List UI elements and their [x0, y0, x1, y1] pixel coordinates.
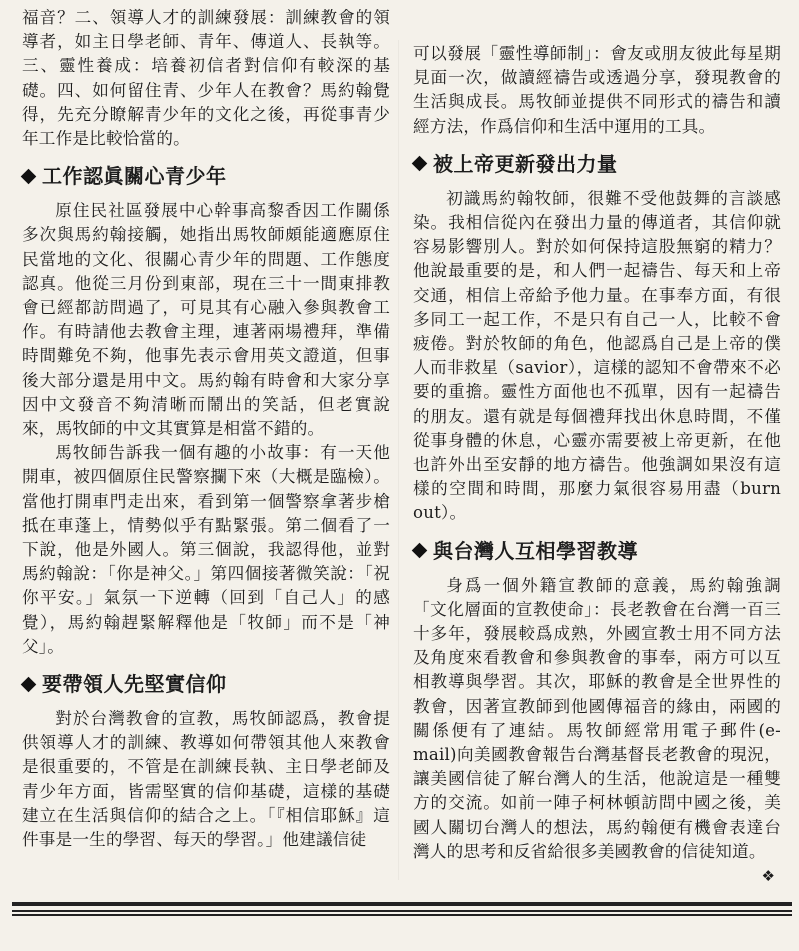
- diamond-bullet-icon: [21, 168, 37, 184]
- diamond-bullet-icon: [412, 156, 428, 172]
- section-paragraph-text: 身爲一個外籍宣教師的意義，馬約翰強調「文化層面的宣教使命」：長老教會在台灣一百三十多年，發展較爲成熟，外國宣教士用不同方法及角度來看教會和參與教會的事奉，兩方可以互相教導與學習。其次，耶穌的教會是全世界性的教會，因著宣教師到他國傳福音的緣由，兩國的關係便有了連結。馬牧師經常用電子郵件(e-mail)向美國教會報告台灣基督長老教會的現況，讓美國信徒了解台灣人的生活，他說這是一種雙方的交流。如前一陣子柯林頓訪問中國之後，美國人關切台灣人的想法，馬約翰便有機會表達台灣人的思考和反省給很多美國教會的信徒知道。: [413, 575, 781, 861]
- section-heading-text: 與台灣人互相學習教導: [433, 538, 638, 563]
- section-paragraph: [413, 574, 781, 886]
- section-heading-renew: [410, 151, 781, 177]
- section-heading-text: 被上帝更新發出力量: [433, 151, 618, 176]
- section-heading-text: 工作認眞關心青少年: [42, 164, 227, 189]
- right-column: [413, 42, 781, 888]
- column-gutter: [398, 40, 399, 880]
- section-paragraph: 馬牧師告訴我一個有趣的小故事：有一天他開車，被四個原住民警察攔下來（大概是臨檢）。當他打開車門走出來，看到第一個警察拿著步槍抵在車蓬上，情勢似乎有點緊張。第二個看了一下說，他是外國人。第三個說，我認得他，並對馬約翰說：「你是神父。」第四個接著微笑說：「祝你平安。」氣氛一下逆轉（回到「自己人」的感覺），馬約翰趕緊解釋他是「牧師」而不是「神父」。: [22, 443, 390, 656]
- section-paragraph: 初識馬約翰牧師，很難不受他鼓舞的言談感染。我相信從內在發出力量的傳道者，其信仰就容易影響別人。對於如何保持這股無窮的精力？他說最重要的是，和人們一起禱告、每天和上帝交通，相信上帝給予他力量。在事奉方面，有很多同工一起工作，不是只有自己一人，比較不會疲倦。對於牧師的角色，他認爲自己是上帝的僕人而非救星（savior），這樣的認知不會帶來不必要的重擔。靈性方面他也不孤單，因有一起禱告的朋友。還有就是每個禮拜找出休息時間，不僅從事身體的休息，心靈亦需要被上帝更新，在他也許外出至安靜的地方禱告。他強調如果沒有這樣的空間和時間，那麼力氣很容易用盡（burn out）。: [413, 188, 781, 523]
- footer-rule-thin: [12, 910, 792, 912]
- diamond-bullet-icon: [412, 543, 428, 559]
- left-column: [22, 6, 390, 852]
- section-heading-mutual: [410, 538, 781, 564]
- footer-rule-thin: [12, 914, 792, 916]
- right-intro-paragraph: 可以發展「靈性導師制」：會友或朋友彼此每星期見面一次，做讀經禱告或透過分享，發現教會的生活與成長。馬牧師並提供不同形式的禱告和讀經方法，作爲信仰和生活中運用的工具。: [413, 44, 781, 136]
- footer-rule-thick: [12, 902, 792, 906]
- section-paragraph: 原住民社區發展中心幹事高黎香因工作關係多次與馬約翰接觸，她指出馬牧師頗能適應原住民當地的文化、很關心青少年的問題、工作態度認真。他從三月份到東部，現在三十一間東排教會已經都訪問過了，可見其有心融入參與教會工作。有時請他去教會主理，連著兩場禮拜，準備時間難免不夠，他事先表示會用英文證道，但事後大部分還是用中文。馬約翰有時會和大家分享因中文發音不夠清晰而鬧出的笑話，但老實說來，馬牧師的中文其實算是相當不錯的。: [22, 201, 390, 439]
- left-intro-paragraph: 福音？二、領導人才的訓練發展：訓練教會的領導者，如主日學老師、青年、傳道人、長執等。三、靈性養成：培養初信者對信仰有較深的基礎。四、如何留住青、少年人在教會？馬約翰覺得，先充分瞭解青少年的文化之後，再從事青少年工作是比較恰當的。: [22, 8, 390, 149]
- section-paragraph: 對於台灣教會的宣教，馬牧師認爲，教會提供領導人才的訓練、教導如何帶領其他人來教會是很重要的，不管是在訓練長執、主日學老師及青少年方面，皆需堅實的信仰基礎，這樣的基礎建立在生活與信仰的結合之上。「『相信耶穌』這件事是一生的學習、每天的學習。」他建議信徒: [22, 709, 390, 850]
- end-mark-icon: ❖: [761, 867, 775, 886]
- section-heading-work: [19, 163, 390, 189]
- section-heading-lead: [19, 671, 390, 697]
- diamond-bullet-icon: [21, 676, 37, 692]
- section-heading-text: 要帶領人先堅實信仰: [42, 672, 227, 697]
